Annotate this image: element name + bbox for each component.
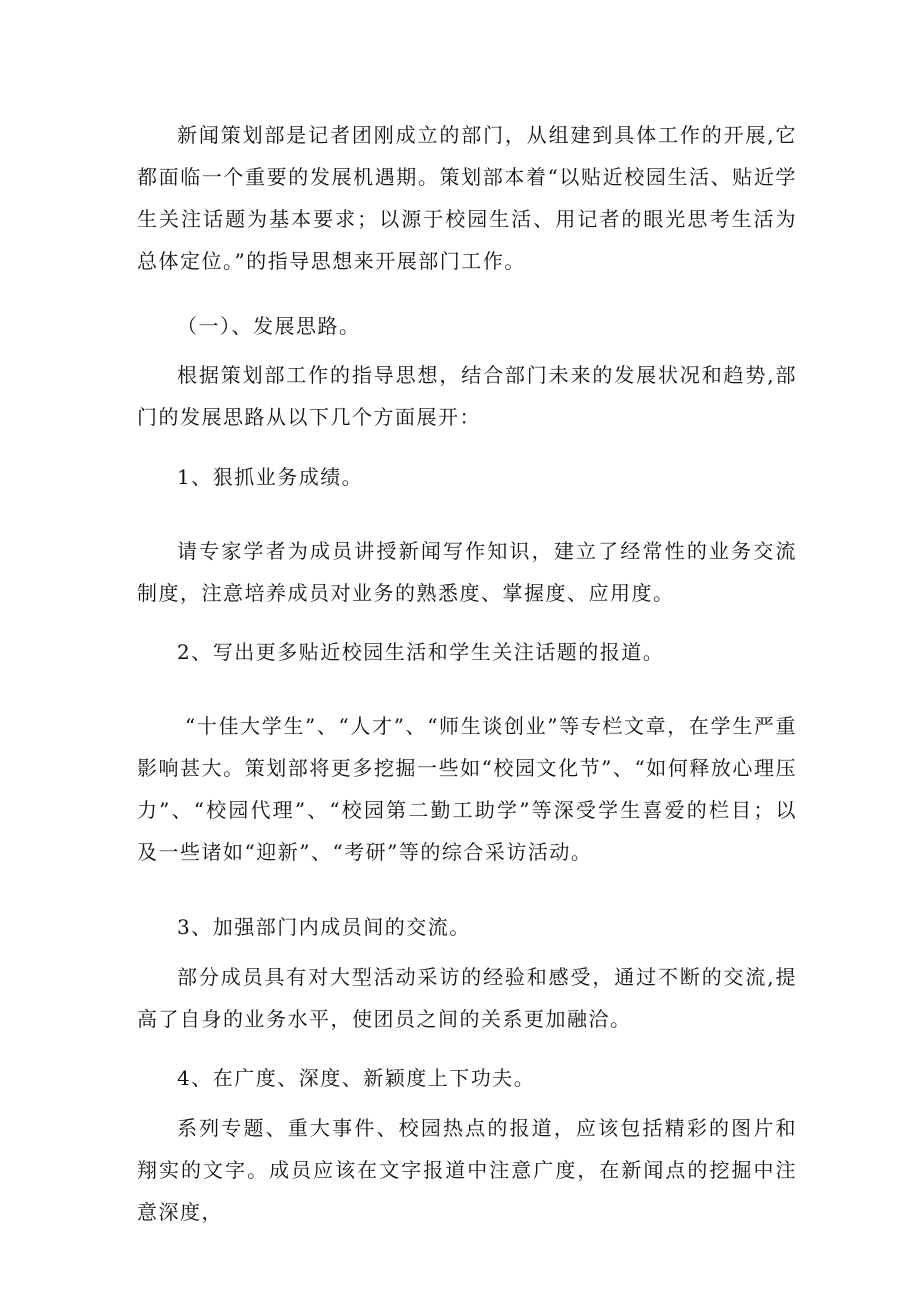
paragraph-intro: 新闻策划部是记者团刚成立的部门，从组建到具体工作的开展,它都面临一个重要的发展机遇期。策划部本着“以贴近校园生活、贴近学生关注话题为基本要求；以源于校园生活、用记者的眼光思考生活为总体定位。”的指导思想来开展部门工作。 — [137, 123, 797, 273]
paragraph-item-4: 系列专题、重大事件、校园热点的报道，应该包括精彩的图片和翔实的文字。成员应该在文字报道中注意广度，在新闻点的挖掘中注意深度， — [137, 1116, 797, 1224]
paragraph-item-1: 请专家学者为成员讲授新闻写作知识，建立了经常性的业务交流制度，注意培养成员对业务的熟悉度、掌握度、应用度。 — [137, 539, 797, 605]
item-heading-2: 2、写出更多贴近校园生活和学生关注话题的报道。 — [177, 640, 665, 664]
item-heading-3: 3、加强部门内成员间的交流。 — [177, 915, 471, 939]
item-heading-1: 1、狠抓业务成绩。 — [177, 465, 364, 489]
paragraph-item-3: 部分成员具有对大型活动采访的经验和感受，通过不断的交流,提高了自身的业务水平，使团员之间的关系更加融洽。 — [137, 965, 797, 1031]
item-heading-4: 4、在广度、深度、新颖度上下功夫。 — [177, 1066, 536, 1090]
paragraph-item-2: “十佳大学生”、“人才”、“师生谈创业”等专栏文章，在学生严重影响甚大。策划部将更多挖掘一些如“校园文化节”、“如何释放心理压力”、“校园代理”、“校园第二勤工助学”等深受学生喜爱的栏目；以及一些诸如“迎新”、“考研”等的综合采访活动。 — [137, 714, 797, 864]
paragraph-development-overview: 根据策划部工作的指导思想，结合部门未来的发展状况和趋势,部门的发展思路从以下几个方面展开： — [137, 363, 797, 429]
section-heading-development: （一）、发展思路。 — [177, 314, 361, 338]
